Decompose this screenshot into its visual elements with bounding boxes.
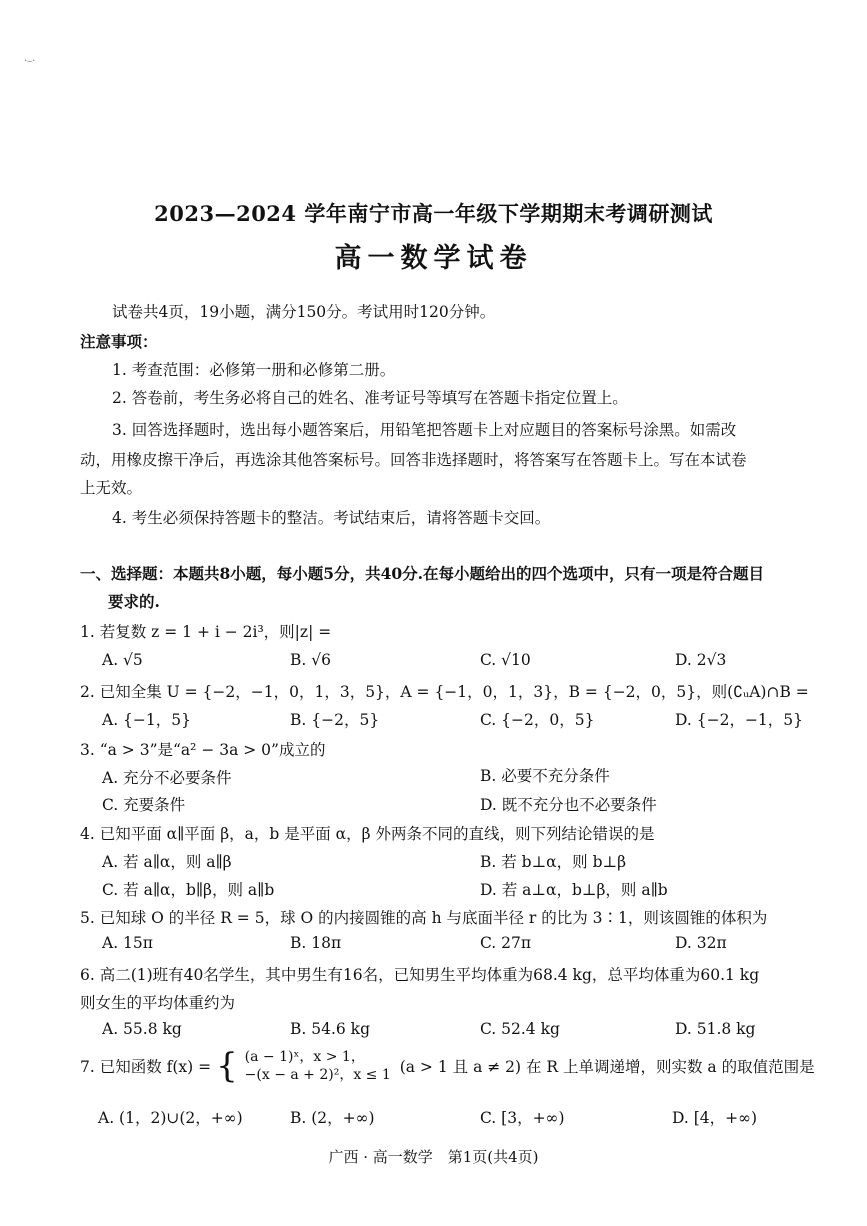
section1-heading-cont: 要求的. (108, 592, 160, 611)
q4-stem: 4. 已知平面 α∥平面 β，a，b 是平面 α，β 外两条不同的直线，则下列结论错误的是 (80, 825, 655, 843)
q1-option-d: D. 2√3 (675, 651, 727, 669)
q2-option-b: B. {−2，5} (290, 711, 380, 729)
q1-option-a: A. √5 (102, 651, 143, 669)
page-footer: 广西 · 高一数学 第1页(共4页) (328, 1148, 539, 1166)
piecewise-brace: { (216, 1046, 238, 1086)
q4-option-d: D. 若 a⊥α，b⊥β，则 a∥b (480, 881, 668, 899)
q1-option-b: B. √6 (290, 651, 331, 669)
notice-3c: 上无效。 (80, 479, 143, 497)
notice-1: 1. 考查范围：必修第一册和必修第二册。 (112, 361, 396, 379)
intro-text: 试卷共4页，19小题，满分150分。考试用时120分钟。 (112, 303, 496, 321)
q7-option-d: D. [4，+∞) (672, 1109, 758, 1127)
q5-option-c: C. 27π (480, 934, 532, 952)
piecewise-function (245, 1048, 391, 1084)
q7-option-b: B. (2，+∞) (290, 1109, 375, 1127)
q3-option-d: D. 既不充分也不必要条件 (480, 796, 657, 814)
q5-option-d: D. 32π (675, 934, 727, 952)
q7-option-a: A. (1，2)∪(2，+∞) (98, 1109, 243, 1127)
q2-option-d: D. {−2，−1，5} (675, 711, 804, 729)
q2-option-a: A. {−1，5} (102, 711, 191, 729)
q7-option-c: C. [3，+∞) (480, 1109, 565, 1127)
q3-option-a: A. 充分不必要条件 (102, 769, 232, 787)
piecewise-case-2: −(x − a + 2)²，x ≤ 1 (244, 1067, 391, 1083)
notice-3a: 3. 回答选择题时，选出每小题答案后，用铅笔把答题卡上对应题目的答案标号涂黑。如需改 (112, 421, 737, 439)
q4-option-c: C. 若 a∥α，b∥β，则 a∥b (102, 881, 275, 899)
q6-option-a: A. 55.8 kg (102, 1020, 182, 1038)
q4-option-b: B. 若 b⊥α，则 b⊥β (480, 853, 627, 871)
q2-stem: 2. 已知全集 U = {−2，−1，0，1，3，5}，A = {−1，0，1，3}，B = {−2，0，5}，则(∁ᵤA)∩B = (80, 683, 809, 701)
notice-3b: 动，用橡皮擦干净后，再选涂其他答案标号。回答非选择题时，将答案写在答题卡上。写在本试卷 (80, 451, 747, 469)
notice-heading: 注意事项： (80, 332, 158, 351)
q5-option-b: B. 18π (290, 934, 342, 952)
q3-option-b: B. 必要不充分条件 (480, 767, 610, 785)
section1-heading: 一、选择题：本题共8小题，每小题5分，共40分.在每小题给出的四个选项中，只有一项是符合题目 (80, 564, 765, 583)
exam-subtitle: 高一数学试卷 (334, 243, 533, 274)
q7-tail: (a > 1 且 a ≠ 2) 在 R 上单调递增，则实数 a 的取值范围是 (399, 1058, 815, 1076)
q7-stem (80, 1048, 815, 1084)
q4-option-a: A. 若 a∥α，则 a∥β (102, 853, 232, 871)
q5-stem: 5. 已知球 O 的半径 R = 5，球 O 的内接圆锥的高 h 与底面半径 r 的比为 3∶1，则该圆锥的体积为 (80, 909, 768, 927)
corner-mark: ·–· (24, 56, 36, 67)
q5-option-a: A. 15π (102, 934, 153, 952)
q6-stem-line1: 6. 高二(1)班有40名学生，其中男生有16名，已知男生平均体重为68.4 kg，总平均体重为60.1 kg (80, 966, 760, 984)
q1-option-c: C. √10 (480, 651, 531, 669)
q6-option-c: C. 52.4 kg (480, 1020, 560, 1038)
q7-lead: 7. 已知函数 f(x) = (80, 1058, 212, 1076)
q2-option-c: C. {−2，0，5} (480, 711, 595, 729)
q6-stem-line2: 则女生的平均体重约为 (80, 994, 236, 1012)
notice-4: 4. 考生必须保持答题卡的整洁。考试结束后，请将答题卡交回。 (112, 509, 551, 527)
exam-title: 2023—2024 学年南宁市高一年级下学期期末考调研测试 (154, 201, 713, 226)
q6-option-b: B. 54.6 kg (290, 1020, 370, 1038)
q3-option-c: C. 充要条件 (102, 796, 186, 814)
q3-stem: 3. “a > 3”是“a² − 3a > 0”成立的 (80, 741, 326, 759)
q6-option-d: D. 51.8 kg (675, 1020, 756, 1038)
q1-stem: 1. 若复数 z = 1 + i − 2i³，则|z| = (80, 623, 332, 641)
piecewise-case-1: (a − 1)ˣ，x > 1， (244, 1049, 365, 1065)
notice-2: 2. 答卷前，考生务必将自己的姓名、准考证号等填写在答题卡指定位置上。 (112, 389, 628, 407)
